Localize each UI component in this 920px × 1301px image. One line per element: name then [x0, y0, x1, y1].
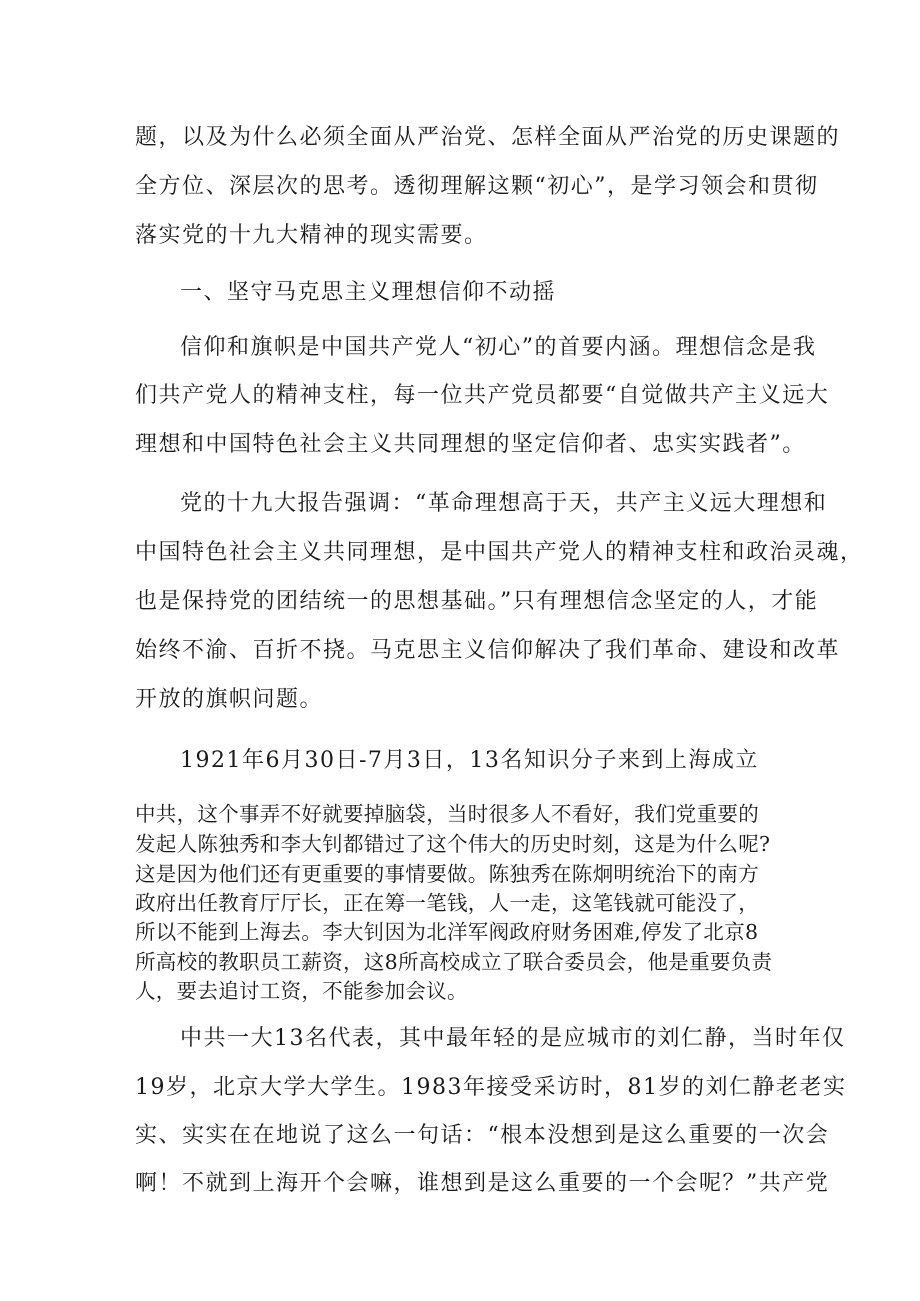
paragraph-line: 始终不渝、百折不挠。马克思主义信仰解决了我们革命、建设和改革: [135, 638, 841, 663]
paragraph-line: 信仰和旗帜是中国共产党人“初心”的首要内涵。理想信念是我: [180, 335, 817, 360]
dense-line: 所高校的教职员工薪资，这8所高校成立了联合委员会，他是重要负责: [135, 950, 773, 974]
paragraph-line: 1921年6月30日-7月3日，13名知识分子来到上海成立: [180, 748, 759, 773]
dense-line: 发起人陈独秀和李大钊都错过了这个伟大的历史时刻，这是为什么呢?: [135, 832, 771, 856]
paragraph-line: 理想和中国特色社会主义共同理想的坚定信仰者、忠实实践者”。: [135, 432, 806, 457]
paragraph-line: 实、实实在在地说了这么一句话：“根本没想到是这么重要的一次会: [135, 1123, 830, 1148]
intro-line: 全方位、深层次的思考。透彻理解这颗“初心”，是学习领会和贯彻: [135, 174, 819, 199]
paragraph-line: 啊！不就到上海开个会嘛，谁想到是这么重要的一个会呢？”共产党: [135, 1171, 830, 1196]
dense-line: 人，要去追讨工资，不能参加会议。: [135, 979, 468, 1003]
dense-line: 政府出任教育厅厅长，正在筹一笔钱，人一走，这笔钱就可能没了，: [135, 891, 759, 915]
dense-line: 中共，这个事弄不好就要掉脑袋，当时很多人不看好，我们党重要的: [135, 802, 759, 826]
paragraph-line: 党的十九大报告强调：“革命理想高于天，共产主义远大理想和: [180, 491, 828, 516]
paragraph-line: 开放的旗帜问题。: [135, 687, 324, 712]
section-heading: 一、坚守马克思主义理想信仰不动摇: [180, 280, 557, 305]
paragraph-line: 中国特色社会主义共同理想，是中国共产党人的精神支柱和政治灵魂，: [135, 540, 864, 565]
intro-line: 题，以及为什么必须全面从严治党、怎样全面从严治党的历史课题的: [135, 125, 841, 150]
dense-line: 这是因为他们还有更重要的事情要做。陈独秀在陈炯明统治下的南方: [135, 862, 759, 886]
dense-line: 所以不能到上海去。李大钊因为北洋军阀政府财务困难,停发了北京8: [135, 920, 759, 944]
paragraph-line: 中共一大13名代表，其中最年轻的是应城市的刘仁静，当时年仅: [180, 1026, 846, 1051]
paragraph-line: 19岁，北京大学大学生。1983年接受采访时，81岁的刘仁静老老实: [135, 1075, 847, 1100]
paragraph-line: 也是保持党的团结统一的思想基础。”只有理想信念坚定的人，才能: [135, 589, 819, 614]
intro-line: 落实党的十九大精神的现实需要。: [135, 223, 488, 248]
paragraph-line: 们共产党人的精神支柱，每一位共产党员都要“自觉做共产主义远大: [135, 383, 830, 408]
